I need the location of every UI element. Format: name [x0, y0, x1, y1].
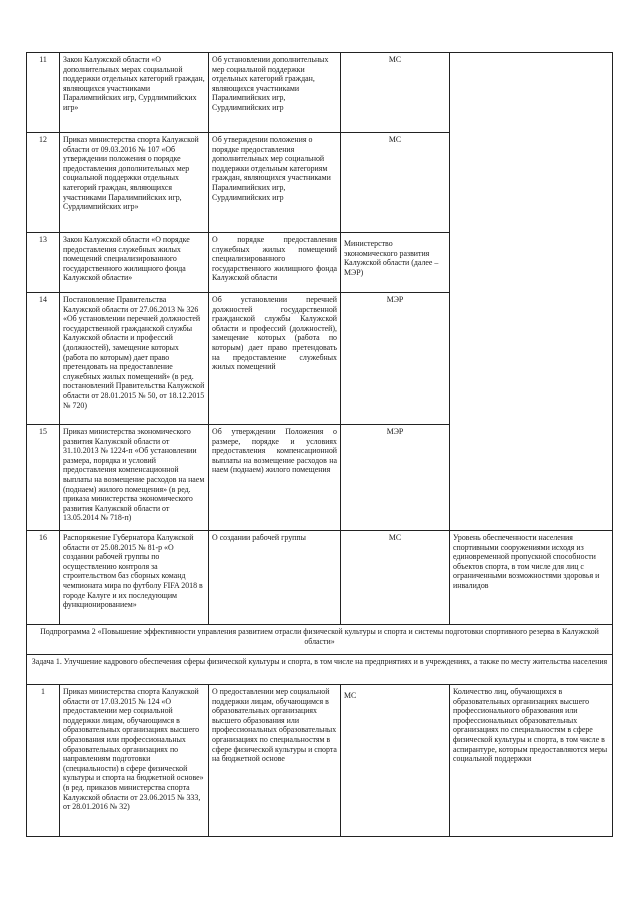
legal-act-name: Приказ министерства экономического развития Калужской области от 31.10.2013 № 1224-п «Об установлении размера, порядка и условий предоставления компенсационной выплаты на возмещение расходов на наем (поднаем) жилого помещения» (в ред. приказа министерства экономического развития Калужской области от 13.05.2014 № 718-п): [60, 425, 209, 531]
legal-act-name: Приказ министерства спорта Калужской области от 09.03.2016 № 107 «Об утверждении положения о порядке предоставления дополнительных мер социальной поддержки отдельных категорий граждан, являющихся участниками Паралимпийских игр, Сурдлимпийских игр»: [60, 133, 209, 233]
target-indicator: Уровень обеспеченности населения спортивными сооружениями исходя из единовременной пропускной способности объектов спорта, в том числе для лиц с ограниченными возможностями здоровья и инвалидов: [450, 531, 613, 625]
legal-act-subject: О предоставлении мер социальной поддержки лицам, обучающимся в образовательных организациях высшего образования или профессиональных образовательных организациях по специальностям в сфере физической культуры и спорта на бюджетной основе: [209, 685, 341, 837]
row-number: 1: [27, 685, 60, 837]
responsible-executor: МЭР: [341, 293, 450, 425]
row-number: 16: [27, 531, 60, 625]
legal-act-subject: Об установлении перечней должностей государственной гражданской службы Калужской области и профессий (должностей), замещение которых (работа по которым) дает право претендовать на предоставление служебных жилых помещений: [209, 293, 341, 425]
row-number: 13: [27, 233, 60, 293]
responsible-executor: МС: [341, 685, 450, 837]
legal-act-name: Постановление Правительства Калужской области от 27.06.2013 № 326 «Об установлении перечней должностей государственной гражданской службы Калужской области и профессий (должностей), замещение которых (работа по которым) дает право претендовать на предоставление служебных жилых помещений» (в ред. постановлений Правительства Калужской области от 28.01.2015 № 50, от 18.12.2015 № 720): [60, 293, 209, 425]
legal-act-subject: Об утверждении Положения о размере, порядке и условиях предоставления компенсационной выплаты на возмещение расходов на наем (поднаем) жилого помещения: [209, 425, 341, 531]
subprogram-heading: Подпрограмма 2 «Повышение эффективности управления развитием отрасли физической культуры и спорта и системы подготовки спортивного резерва в Калужской области»: [27, 625, 613, 655]
row-number: 12: [27, 133, 60, 233]
table-row: [27, 685, 613, 837]
responsible-executor: МЭР: [341, 425, 450, 531]
row-number: 15: [27, 425, 60, 531]
responsible-executor: Министерство экономического развития Калужской области (далее – МЭР): [341, 233, 450, 293]
legal-act-name: Закон Калужской области «О дополнительных мерах социальной поддержки отдельных категорий граждан, являющихся участниками Паралимпийских игр, Сурдлимпийских игр»: [60, 53, 209, 133]
legal-act-subject: Об установлении дополнительных мер социальной поддержки отдельных категорий граждан, являющихся участниками Паралимпийских игр, Сурдлимпийских игр: [209, 53, 341, 133]
legal-act-name: Приказ министерства спорта Калужской области от 17.03.2015 № 124 «О предоставлении мер социальной поддержки лицам, обучающимся в образовательных организациях высшего образования или профессиональных образовательных организациях по направлениям подготовки (специальности) в сфере физической культуры и спорта на бюджетной основе» (в ред. приказов министерства спорта Калужской области от 23.06.2015 № 333, от 28.01.2016 № 32): [60, 685, 209, 837]
task-heading: Задача 1. Улучшение кадрового обеспечения сферы физической культуры и спорта, в том числе на предприятиях и в учреждениях, а также по месту жительства населения: [27, 655, 613, 685]
responsible-executor: МС: [341, 133, 450, 233]
row-number: 14: [27, 293, 60, 425]
legal-act-name: Закон Калужской области «О порядке предоставления служебных жилых помещений специализированного государственного жилищного фонда Калужской области»: [60, 233, 209, 293]
legal-act-name: Распоряжение Губернатора Калужской области от 25.08.2015 № 81-р «О создании рабочей группы по осуществлению контроля за строительством баз сборных команд чемпионата мира по футболу FIFA 2018 в городе Калуге и их последующим функционированием»: [60, 531, 209, 625]
row-number: 11: [27, 53, 60, 133]
legal-act-subject: О создании рабочей группы: [209, 531, 341, 625]
indicator-cell-empty: [450, 53, 613, 531]
subprogram-row: [27, 625, 613, 655]
task-row: [27, 655, 613, 685]
legal-act-subject: Об утверждении положения о порядке предоставления дополнительных мер социальной поддержки отдельным категориям граждан, являющихся участниками Паралимпийских игр, Сурдлимпийских игр: [209, 133, 341, 233]
responsible-executor: МС: [341, 53, 450, 133]
table-row: [27, 531, 613, 625]
legal-acts-table: [26, 52, 613, 837]
responsible-executor: МС: [341, 531, 450, 625]
table-row: [27, 53, 613, 133]
target-indicator: Количество лиц, обучающихся в образовательных организациях высшего профессионального образования или профессиональных образовательных организациях по специальностям в сфере физической культуры и спорта, в том числе в аспирантуре, которым предоставляются меры социальной поддержки: [450, 685, 613, 837]
legal-act-subject: О порядке предоставления служебных жилых помещений специализированного государственного жилищного фонда Калужской области: [209, 233, 341, 293]
